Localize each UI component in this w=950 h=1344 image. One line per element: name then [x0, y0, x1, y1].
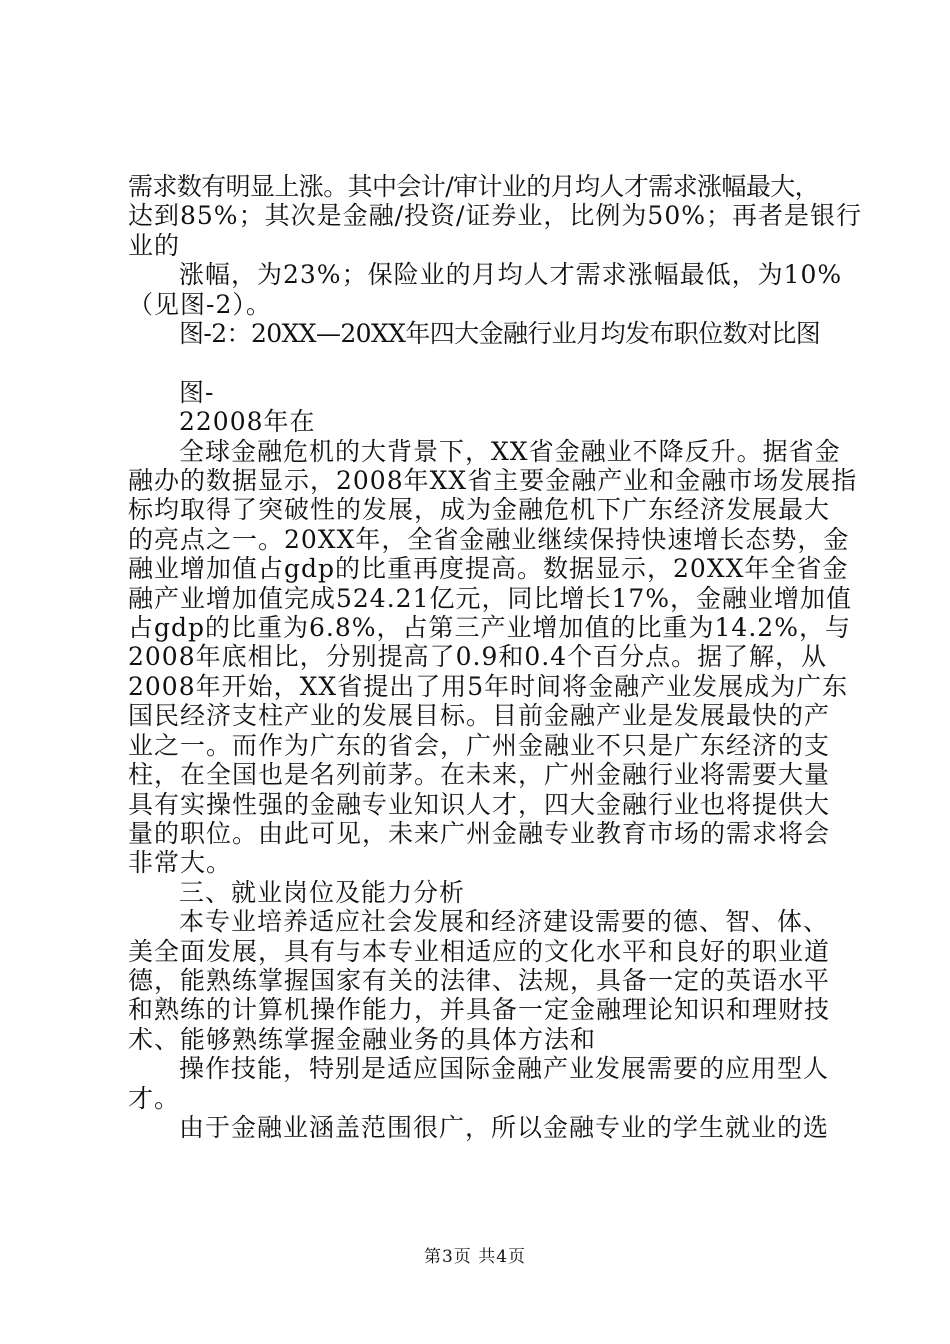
- paragraph-line: 2008年开始，XX省提出了用5年时间将金融产业发展成为广东: [128, 671, 849, 701]
- paragraph-line: 本专业培养适应社会发展和经济建设需要的德、智、体、: [179, 907, 830, 937]
- paragraph-line: 具有实操性强的金融专业知识人才，四大金融行业也将提供大: [128, 789, 831, 819]
- paragraph-line: 非常大。: [128, 848, 233, 878]
- figure-label: 图-: [179, 377, 215, 407]
- paragraph-line: 融办的数据显示，2008年XX省主要金融产业和金融市场发展指: [128, 466, 858, 496]
- paragraph-line: 全球金融危机的大背景下，XX省金融业不降反升。据省金: [179, 436, 841, 466]
- document-body: [128, 172, 862, 1142]
- paragraph-line: 和熟练的计算机操作能力，并具备一定金融理论知识和理财技: [128, 995, 831, 1025]
- paragraph-line: 的亮点之一。20XX年，全省金融业继续保持快速增长态势，金: [128, 524, 850, 554]
- figure-caption: 图-2：20XX—20XX年四大金融行业月均发布职位数对比图: [179, 319, 821, 349]
- paragraph-line: 需求数有明显上涨。其中会计/审计业的月均人才需求涨幅最大，: [128, 172, 820, 201]
- paragraph-line: 标均取得了突破性的发展，成为金融危机下广东经济发展最大: [128, 495, 831, 525]
- paragraph-line: 融产业增加值完成524.21亿元，同比增长17%，金融业增加值: [128, 583, 853, 613]
- paragraph-line: 业的: [128, 230, 181, 260]
- paragraph-line: 占gdp的比重为6.8%，占第三产业增加值的比重为14.2%，与: [128, 613, 851, 643]
- paragraph-line: 由于金融业涵盖范围很广，所以金融专业的学生就业的选: [179, 1112, 830, 1142]
- paragraph-line: 德，能熟练掌握国家有关的法律、法规，具备一定的英语水平: [128, 965, 831, 995]
- paragraph-line: 操作技能，特别是适应国际金融产业发展需要的应用型人: [179, 1054, 830, 1084]
- paragraph-line: 术、能够熟练掌握金融业务的具体方法和: [128, 1024, 597, 1054]
- paragraph-line: 才。: [128, 1083, 181, 1113]
- paragraph-line: 量的职位。由此可见，未来广州金融专业教育市场的需求将会: [128, 818, 831, 848]
- paragraph-line: 美全面发展，具有与本专业相适应的文化水平和良好的职业道: [128, 936, 831, 966]
- paragraph-line: 融业增加值占gdp的比重再度提高。数据显示，20XX年全省金: [128, 554, 849, 584]
- paragraph-line: 涨幅，为23%；保险业的月均人才需求涨幅最低，为10%: [179, 260, 843, 290]
- paragraph-line: 柱，在全国也是名列前茅。在未来，广州金融行业将需要大量: [128, 760, 831, 790]
- blank-line: [128, 348, 828, 377]
- paragraph-line: 业之一。而作为广东的省会，广州金融业不只是广东经济的支: [128, 730, 831, 760]
- paragraph-line: 达到85%；其次是金融/投资/证券业，比例为50%；再者是银行: [128, 201, 862, 231]
- paragraph-line: （见图-2）。: [128, 289, 272, 319]
- paragraph-line: 国民经济支柱产业的发展目标。目前金融产业是发展最快的产: [128, 701, 831, 731]
- paragraph-line: 2008年底相比，分别提高了0.9和0.4个百分点。据了解，从: [128, 642, 828, 672]
- section-heading: 三、就业岗位及能力分析: [179, 877, 466, 907]
- page-footer: 第3页 共4页: [423, 1247, 527, 1267]
- paragraph-line: 22008年在: [179, 407, 316, 437]
